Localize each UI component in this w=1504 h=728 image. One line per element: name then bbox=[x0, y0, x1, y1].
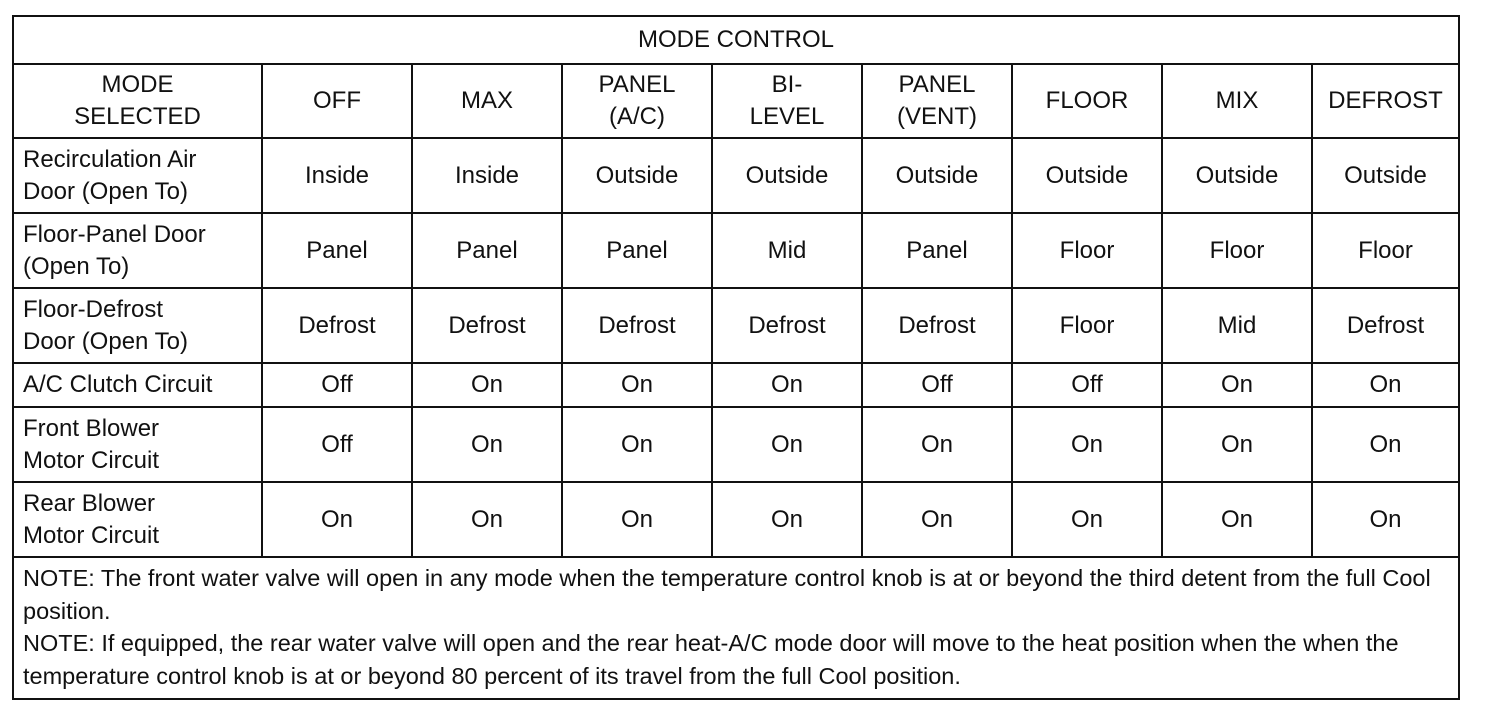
column-header-floor: FLOOR bbox=[1012, 64, 1162, 138]
table-cell: On bbox=[712, 407, 862, 482]
table-cell: Off bbox=[262, 363, 412, 407]
table-cell: Outside bbox=[1312, 138, 1459, 213]
note-rear-water-valve: NOTE: If equipped, the rear water valve will open and the rear heat-A/C mode door will move to the heat position when the when the temperature control knob is at or beyond 80 percent of its travel from the full Cool position. bbox=[23, 630, 1399, 689]
table-cell: On bbox=[412, 363, 562, 407]
row-header-rear-blower-motor-circuit: Rear Blower Motor Circuit bbox=[13, 482, 262, 557]
column-header-row bbox=[13, 64, 1459, 138]
table-cell: On bbox=[562, 363, 712, 407]
table-cell: On bbox=[412, 482, 562, 557]
table-cell: Off bbox=[262, 407, 412, 482]
table-cell: On bbox=[262, 482, 412, 557]
notes-cell bbox=[13, 557, 1459, 699]
table-cell: Mid bbox=[1162, 288, 1312, 363]
table-row bbox=[13, 407, 1459, 482]
table-cell: On bbox=[1312, 363, 1459, 407]
row-header-recirculation-air-door: Recirculation Air Door (Open To) bbox=[13, 138, 262, 213]
table-cell: Defrost bbox=[862, 288, 1012, 363]
column-header-max: MAX bbox=[412, 64, 562, 138]
row-header-floor-defrost-door: Floor-Defrost Door (Open To) bbox=[13, 288, 262, 363]
column-header-bi-level: BI- LEVEL bbox=[712, 64, 862, 138]
table-cell: On bbox=[712, 482, 862, 557]
row-header-front-blower-motor-circuit: Front Blower Motor Circuit bbox=[13, 407, 262, 482]
table-cell: Off bbox=[1012, 363, 1162, 407]
table-cell: Outside bbox=[562, 138, 712, 213]
table-row bbox=[13, 213, 1459, 288]
table-row bbox=[13, 363, 1459, 407]
table-cell: On bbox=[1162, 407, 1312, 482]
mode-control-table bbox=[12, 15, 1460, 700]
table-cell: On bbox=[1312, 407, 1459, 482]
table-row bbox=[13, 288, 1459, 363]
table-cell: On bbox=[1012, 482, 1162, 557]
table-cell: Floor bbox=[1162, 213, 1312, 288]
row-header-ac-clutch-circuit: A/C Clutch Circuit bbox=[13, 363, 262, 407]
column-header-mix: MIX bbox=[1162, 64, 1312, 138]
table-cell: Floor bbox=[1312, 213, 1459, 288]
table-cell: On bbox=[1162, 363, 1312, 407]
table-cell: Floor bbox=[1012, 213, 1162, 288]
column-header-off: OFF bbox=[262, 64, 412, 138]
table-cell: Panel bbox=[862, 213, 1012, 288]
corner-label-line2: SELECTED bbox=[74, 103, 201, 130]
table-cell: Panel bbox=[262, 213, 412, 288]
table-cell: Defrost bbox=[262, 288, 412, 363]
table-cell: Defrost bbox=[412, 288, 562, 363]
notes-row bbox=[13, 557, 1459, 699]
table-cell: Defrost bbox=[562, 288, 712, 363]
table-cell: Outside bbox=[712, 138, 862, 213]
table-cell: Mid bbox=[712, 213, 862, 288]
table-cell: Panel bbox=[562, 213, 712, 288]
column-header-panel-ac: PANEL (A/C) bbox=[562, 64, 712, 138]
row-header-floor-panel-door: Floor-Panel Door (Open To) bbox=[13, 213, 262, 288]
table-cell: On bbox=[862, 482, 1012, 557]
table-cell: Defrost bbox=[1312, 288, 1459, 363]
corner-label-line1: MODE bbox=[101, 71, 174, 98]
table-cell: On bbox=[862, 407, 1012, 482]
table-cell: On bbox=[1012, 407, 1162, 482]
table-cell: On bbox=[1162, 482, 1312, 557]
table-cell: On bbox=[412, 407, 562, 482]
table-title: MODE CONTROL bbox=[13, 16, 1459, 64]
table-cell: Defrost bbox=[712, 288, 862, 363]
column-header-panel-vent: PANEL (VENT) bbox=[862, 64, 1012, 138]
table-cell: Floor bbox=[1012, 288, 1162, 363]
note-front-water-valve: NOTE: The front water valve will open in any mode when the temperature control knob is at or beyond the third detent from the full Cool position. bbox=[23, 565, 1431, 624]
table-cell: Outside bbox=[1012, 138, 1162, 213]
table-cell: On bbox=[712, 363, 862, 407]
table-cell: On bbox=[562, 482, 712, 557]
table-cell: On bbox=[562, 407, 712, 482]
table-cell: Inside bbox=[412, 138, 562, 213]
table-cell: On bbox=[1312, 482, 1459, 557]
mode-selected-header bbox=[13, 64, 262, 138]
table-cell: Off bbox=[862, 363, 1012, 407]
table-cell: Outside bbox=[862, 138, 1012, 213]
table-cell: Panel bbox=[412, 213, 562, 288]
table-row bbox=[13, 138, 1459, 213]
table-cell: Inside bbox=[262, 138, 412, 213]
table-row bbox=[13, 482, 1459, 557]
column-header-defrost: DEFROST bbox=[1312, 64, 1459, 138]
table-cell: Outside bbox=[1162, 138, 1312, 213]
